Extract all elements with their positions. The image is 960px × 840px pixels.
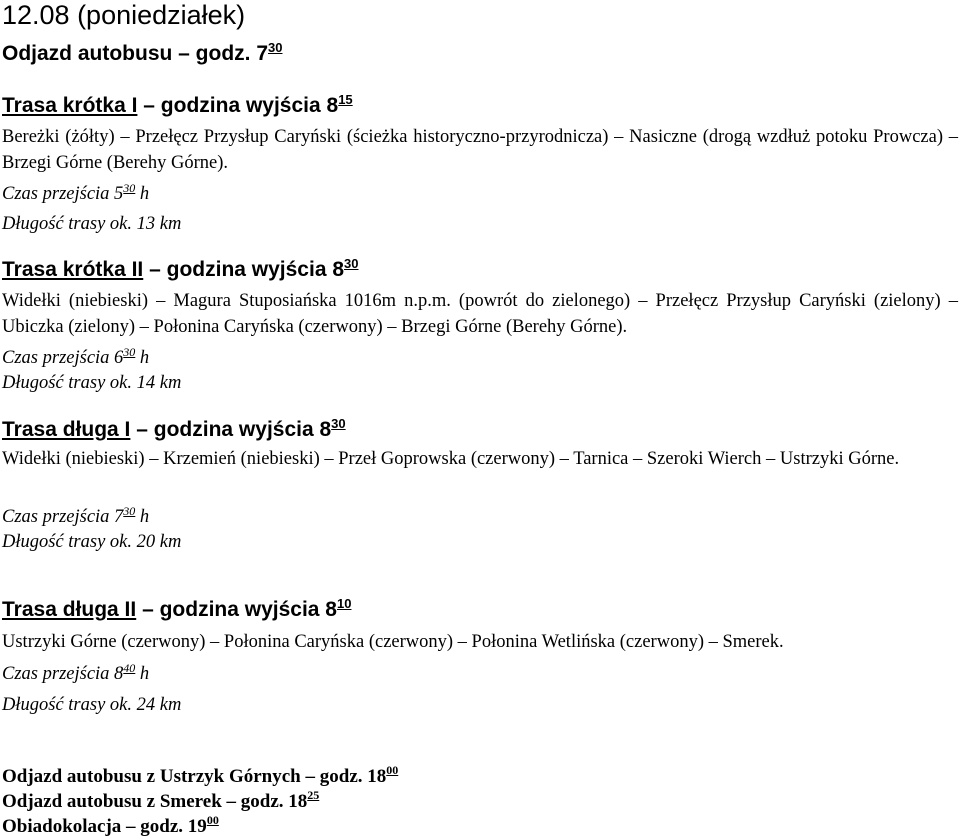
- route-duration-label: Czas przejścia 8: [2, 664, 124, 684]
- route-length: Długość trasy ok. 24 km: [2, 695, 182, 715]
- route-time-dash: –: [149, 258, 161, 281]
- route-start-minutes: 10: [337, 596, 352, 611]
- route-name: Trasa krótka II: [2, 258, 144, 281]
- route-heading: [2, 256, 359, 284]
- route-duration-minutes: 30: [123, 181, 136, 195]
- route-length: Długość trasy ok. 20 km: [2, 532, 182, 552]
- return-bus-smerek: [2, 790, 319, 814]
- dinner-time: [2, 815, 219, 839]
- route-duration: [2, 662, 149, 686]
- route-length: Długość trasy ok. 14 km: [2, 373, 182, 393]
- bus-departure-minutes: 30: [268, 40, 283, 55]
- route-name: Trasa długa I: [2, 418, 131, 441]
- route-duration-unit: h: [139, 507, 150, 527]
- route-duration-unit: h: [139, 664, 150, 684]
- route-start-time: godzina wyjścia 8: [153, 418, 332, 441]
- route-time-dash: –: [143, 94, 155, 117]
- route-duration-label: Czas przejścia 5: [2, 184, 124, 204]
- route-description: Bereżki (żółty) – Przełęcz Przysłup Caryński (ścieżka historyczno-przyrodnicza) – Nasiczne (drogą wzdłuż potoku Prowcza) – Brzegi Górne (Berehy Górne).: [2, 127, 958, 173]
- route-duration-label: Czas przejścia 7: [2, 507, 124, 527]
- return-bus-ustrzyki: [2, 765, 398, 789]
- route-duration-unit: h: [139, 184, 150, 204]
- return-bus-smerek-text: Odjazd autobusu z Smerek – godz. 18: [2, 791, 308, 812]
- dinner-time-text: Obiadokolacja – godz. 19: [2, 816, 207, 837]
- bus-departure-line: [2, 40, 282, 68]
- bus-departure-text: Odjazd autobusu – godz. 7: [2, 42, 269, 65]
- route-length: Długość trasy ok. 13 km: [2, 214, 182, 234]
- return-bus-ustrzyki-minutes: 00: [386, 763, 399, 777]
- route-description: Widełki (niebieski) – Krzemień (niebieski) – Przeł Goprowska (czerwony) – Tarnica – Szeroki Wierch – Ustrzyki Górne.: [2, 449, 900, 469]
- dinner-time-minutes: 00: [206, 813, 219, 827]
- route-duration-minutes: 30: [123, 504, 136, 518]
- route-duration: [2, 182, 149, 206]
- route-description: Widełki (niebieski) – Magura Stuposiańska 1016m n.p.m. (powrót do zielonego) – Przełęcz Przysłup Caryński (zielony) – Ubiczka (zielony) – Połonina Caryńska (czerwony) – Brzegi Górne (Berehy Górne).: [2, 291, 958, 337]
- route-duration: [2, 505, 149, 529]
- return-bus-smerek-minutes: 25: [307, 788, 320, 802]
- route-start-time: godzina wyjścia 8: [166, 258, 345, 281]
- route-start-minutes: 15: [338, 92, 353, 107]
- route-heading: [2, 416, 346, 444]
- return-bus-ustrzyki-text: Odjazd autobusu z Ustrzyk Górnych – godz. 18: [2, 766, 387, 787]
- day-heading: 12.08 (poniedziałek): [2, 0, 246, 30]
- route-name: Trasa krótka I: [2, 94, 138, 117]
- route-duration-label: Czas przejścia 6: [2, 348, 124, 368]
- route-duration: [2, 346, 149, 370]
- route-duration-minutes: 40: [123, 661, 136, 675]
- route-start-time: godzina wyjścia 8: [160, 94, 339, 117]
- route-start-minutes: 30: [331, 416, 346, 431]
- route-name: Trasa długa II: [2, 598, 137, 621]
- route-time-dash: –: [136, 418, 148, 441]
- route-duration-minutes: 30: [123, 345, 136, 359]
- route-time-dash: –: [142, 598, 154, 621]
- route-start-minutes: 30: [344, 256, 359, 271]
- route-description: Ustrzyki Górne (czerwony) – Połonina Caryńska (czerwony) – Połonina Wetlińska (czerwony) – Smerek.: [2, 632, 784, 652]
- route-heading: [2, 596, 351, 624]
- route-duration-unit: h: [139, 348, 150, 368]
- route-start-time: godzina wyjścia 8: [159, 598, 337, 621]
- route-heading: [2, 92, 353, 120]
